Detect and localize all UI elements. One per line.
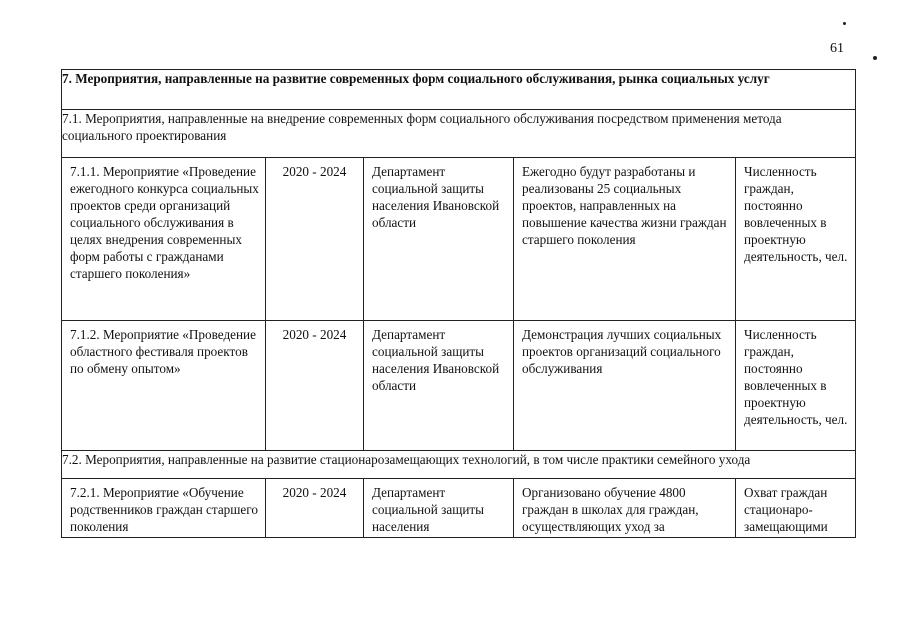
result-cell: Организовано обучение 4800 граждан в школах для граждан, осуществляющих уход за <box>514 479 736 538</box>
subsection-title: 7.1. Мероприятия, направленные на внедрение современных форм социального обслуживания посредством применения метода социального проектирования <box>62 110 856 158</box>
event-cell: 7.2.1. Мероприятие «Обучение родственников граждан старшего поколения <box>62 479 266 538</box>
scan-speck <box>843 22 846 25</box>
executor-cell: Департамент социальной защиты населения Ивановской области <box>364 158 514 321</box>
measures-table <box>61 69 856 538</box>
subsection-header-row <box>62 110 856 158</box>
table-row <box>62 321 856 451</box>
executor-cell: Департамент социальной защиты населения <box>364 479 514 538</box>
event-cell: 7.1.2. Мероприятие «Проведение областного фестиваля проектов по обмену опытом» <box>62 321 266 451</box>
period-cell: 2020 - 2024 <box>266 321 364 451</box>
table-row <box>62 479 856 538</box>
indicator-cell: Охват граждан стационаро-замещающими <box>736 479 856 538</box>
table-row <box>62 158 856 321</box>
subsection-title: 7.2. Мероприятия, направленные на развитие стационарозамещающих технологий, в том числе практики семейного ухода <box>62 451 856 479</box>
period-cell: 2020 - 2024 <box>266 158 364 321</box>
executor-cell: Департамент социальной защиты населения Ивановской области <box>364 321 514 451</box>
subsection-header-row <box>62 451 856 479</box>
indicator-cell: Численность граждан, постоянно вовлеченных в проектную деятельность, чел. <box>736 158 856 321</box>
result-cell: Ежегодно будут разработаны и реализованы 25 социальных проектов, направленных на повышение качества жизни граждан старшего поколения <box>514 158 736 321</box>
page-number: 61 <box>830 41 844 56</box>
scan-speck <box>873 56 877 60</box>
period-cell: 2020 - 2024 <box>266 479 364 538</box>
result-cell: Демонстрация лучших социальных проектов организаций социального обслуживания <box>514 321 736 451</box>
indicator-cell: Численность граждан, постоянно вовлеченных в проектную деятельность, чел. <box>736 321 856 451</box>
section-title: 7. Мероприятия, направленные на развитие современных форм социального обслуживания, рынка социальных услуг <box>62 70 856 110</box>
event-cell: 7.1.1. Мероприятие «Проведение ежегодного конкурса социальных проектов среди организаций социального обслуживания в целях внедрения современных форм работы с гражданами старшего поколения» <box>62 158 266 321</box>
section-header-row <box>62 70 856 110</box>
